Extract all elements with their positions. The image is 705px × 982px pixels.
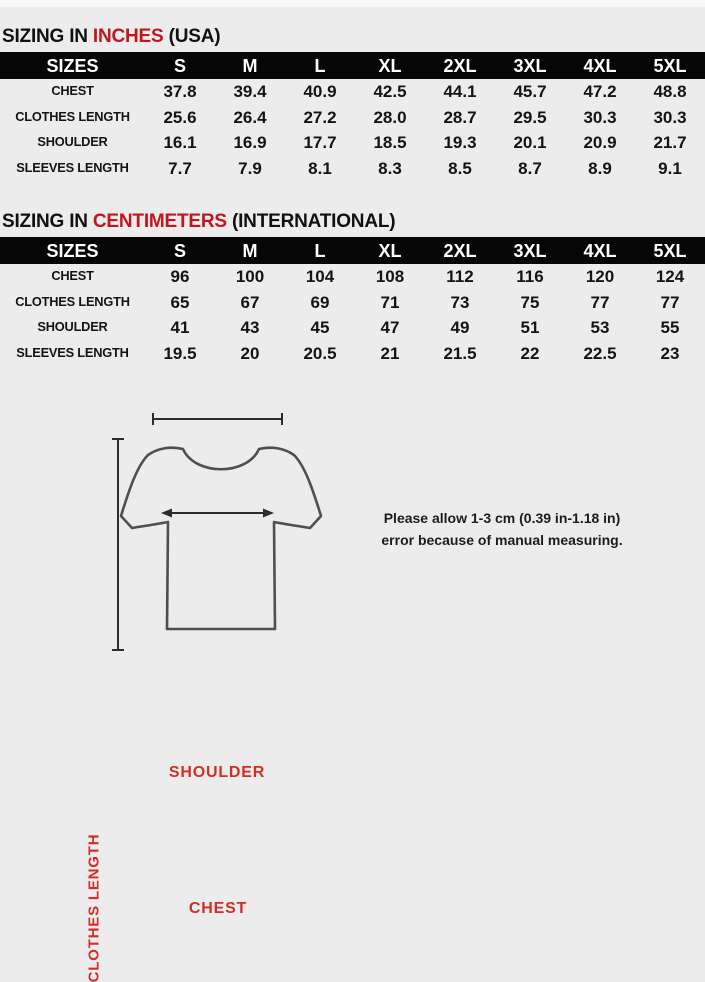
measurement-value: 100 bbox=[235, 267, 265, 287]
measurement-value: 47 bbox=[380, 318, 400, 338]
measurement-value: 21 bbox=[380, 343, 400, 363]
row-label: SHOULDER bbox=[37, 134, 108, 150]
measurement-value: 28.7 bbox=[443, 107, 477, 127]
measurement-value: 104 bbox=[305, 267, 335, 287]
measuring-tolerance-note bbox=[352, 507, 652, 551]
measurement-value: 77 bbox=[590, 292, 610, 312]
measurement-value: 20 bbox=[240, 343, 260, 363]
measurement-value: 124 bbox=[655, 267, 685, 287]
measurement-value: 20.1 bbox=[513, 133, 547, 153]
table-row bbox=[0, 264, 705, 290]
size-column-header: 2XL bbox=[443, 55, 477, 76]
title-unit-inches: INCHES bbox=[92, 26, 164, 47]
title-prefix: SIZING IN bbox=[2, 211, 93, 232]
measurement-value: 22.5 bbox=[583, 343, 617, 363]
clothes-length-measure-line bbox=[112, 439, 124, 650]
shoulder-measure-line bbox=[153, 413, 282, 425]
table-row bbox=[0, 130, 705, 156]
size-column-header: S bbox=[173, 55, 186, 76]
measurement-value: 7.9 bbox=[238, 158, 262, 178]
measurement-value: 21.5 bbox=[443, 343, 477, 363]
size-column-header: 4XL bbox=[583, 55, 617, 76]
table-header-row bbox=[0, 237, 705, 264]
measurement-value: 29.5 bbox=[513, 107, 547, 127]
size-column-header: 5XL bbox=[653, 240, 687, 261]
measurement-value: 8.9 bbox=[588, 158, 612, 178]
centimeters-sizing-table bbox=[0, 237, 705, 366]
measurement-value: 25.6 bbox=[163, 107, 197, 127]
measurement-value: 116 bbox=[516, 267, 544, 287]
size-column-header: M bbox=[242, 55, 258, 76]
size-column-header: 3XL bbox=[513, 240, 547, 261]
size-column-header: 2XL bbox=[443, 240, 477, 261]
measurement-value: 55 bbox=[660, 318, 680, 338]
size-column-header: L bbox=[314, 240, 326, 261]
size-column-header: 5XL bbox=[653, 55, 687, 76]
measurement-value: 30.3 bbox=[653, 107, 687, 127]
table-header-row bbox=[0, 52, 705, 79]
measurement-value: 51 bbox=[520, 318, 540, 338]
measurement-value: 77 bbox=[660, 292, 680, 312]
centimeters-section-title bbox=[2, 211, 395, 233]
measurement-value: 23 bbox=[660, 343, 680, 363]
tshirt-outline bbox=[121, 448, 321, 629]
title-suffix: (USA) bbox=[163, 26, 221, 47]
measurement-value: 37.8 bbox=[163, 82, 197, 102]
row-label: CHEST bbox=[51, 83, 94, 99]
measurement-value: 8.5 bbox=[448, 158, 472, 178]
note-line-2: error because of manual measuring. bbox=[381, 532, 623, 548]
row-label: SHOULDER bbox=[37, 319, 108, 335]
measurement-value: 45 bbox=[310, 318, 330, 338]
title-suffix: (INTERNATIONAL) bbox=[226, 211, 396, 232]
measurement-value: 8.1 bbox=[308, 158, 332, 178]
top-strip bbox=[0, 0, 705, 7]
measurement-value: 75 bbox=[520, 292, 540, 312]
measurement-value: 45.7 bbox=[513, 82, 547, 102]
table-row bbox=[0, 105, 705, 131]
measurement-value: 28.0 bbox=[373, 107, 407, 127]
size-column-header: XL bbox=[378, 240, 402, 261]
measurement-value: 19.5 bbox=[163, 343, 197, 363]
measurement-value: 16.9 bbox=[233, 133, 267, 153]
measurement-value: 69 bbox=[310, 292, 330, 312]
measurement-value: 71 bbox=[380, 292, 400, 312]
clothes-length-measure-label: CLOTHES LENGTH bbox=[85, 833, 103, 982]
measurement-value: 53 bbox=[590, 318, 610, 338]
measurement-value: 42.5 bbox=[373, 82, 407, 102]
measurement-value: 19.3 bbox=[443, 133, 477, 153]
measurement-value: 22 bbox=[520, 343, 540, 363]
row-label: CLOTHES LENGTH bbox=[15, 108, 130, 124]
title-prefix: SIZING IN bbox=[2, 26, 93, 47]
measurement-value: 30.3 bbox=[583, 107, 617, 127]
measurement-value: 96 bbox=[170, 267, 190, 287]
table-row bbox=[0, 315, 705, 341]
measurement-value: 48.8 bbox=[653, 82, 687, 102]
measurement-value: 27.2 bbox=[303, 107, 337, 127]
inches-sizing-table bbox=[0, 52, 705, 181]
measurement-value: 18.5 bbox=[373, 133, 407, 153]
measurement-value: 44.1 bbox=[443, 82, 477, 102]
size-column-header: M bbox=[242, 240, 258, 261]
measurement-value: 41 bbox=[170, 318, 190, 338]
measurement-value: 21.7 bbox=[653, 133, 687, 153]
table-row bbox=[0, 341, 705, 367]
measurement-value: 9.1 bbox=[658, 158, 682, 178]
measurement-value: 108 bbox=[375, 267, 405, 287]
row-label: SLEEVES LENGTH bbox=[16, 344, 129, 360]
table-row bbox=[0, 290, 705, 316]
measurement-value: 65 bbox=[170, 292, 190, 312]
measurement-value: 7.7 bbox=[168, 158, 192, 178]
measurement-value: 8.7 bbox=[518, 158, 542, 178]
measurement-value: 17.7 bbox=[303, 133, 337, 153]
size-column-header: 3XL bbox=[513, 55, 547, 76]
measurement-value: 40.9 bbox=[303, 82, 337, 102]
table-row bbox=[0, 79, 705, 105]
measurement-value: 120 bbox=[585, 267, 615, 287]
size-column-header: XL bbox=[378, 55, 402, 76]
inches-section-title bbox=[2, 26, 220, 48]
size-column-header: L bbox=[314, 55, 326, 76]
measurement-value: 112 bbox=[446, 267, 474, 287]
table-row bbox=[0, 156, 705, 182]
chest-arrow bbox=[161, 509, 274, 518]
shoulder-measure-label: SHOULDER bbox=[168, 764, 266, 781]
row-label: SLEEVES LENGTH bbox=[16, 159, 129, 175]
sizes-column-header: SIZES bbox=[46, 55, 99, 76]
measurement-value: 20.5 bbox=[303, 343, 337, 363]
measurement-value: 49 bbox=[450, 318, 470, 338]
measurement-value: 43 bbox=[240, 318, 260, 338]
sizes-column-header: SIZES bbox=[46, 240, 99, 261]
measurement-value: 73 bbox=[450, 292, 470, 312]
measurement-value: 20.9 bbox=[583, 133, 617, 153]
size-column-header: 4XL bbox=[583, 240, 617, 261]
measurement-value: 8.3 bbox=[378, 158, 402, 178]
measurement-value: 39.4 bbox=[233, 82, 267, 102]
measurement-value: 67 bbox=[240, 292, 260, 312]
note-line-1: Please allow 1-3 cm (0.39 in-1.18 in) bbox=[383, 510, 621, 526]
size-column-header: S bbox=[173, 240, 186, 261]
title-unit-centimeters: CENTIMETERS bbox=[92, 211, 227, 232]
row-label: CLOTHES LENGTH bbox=[15, 293, 130, 309]
measurement-value: 47.2 bbox=[583, 82, 617, 102]
measurement-value: 26.4 bbox=[233, 107, 267, 127]
measurement-value: 16.1 bbox=[163, 133, 197, 153]
row-label: CHEST bbox=[51, 268, 94, 284]
chest-measure-label: CHEST bbox=[188, 900, 248, 917]
